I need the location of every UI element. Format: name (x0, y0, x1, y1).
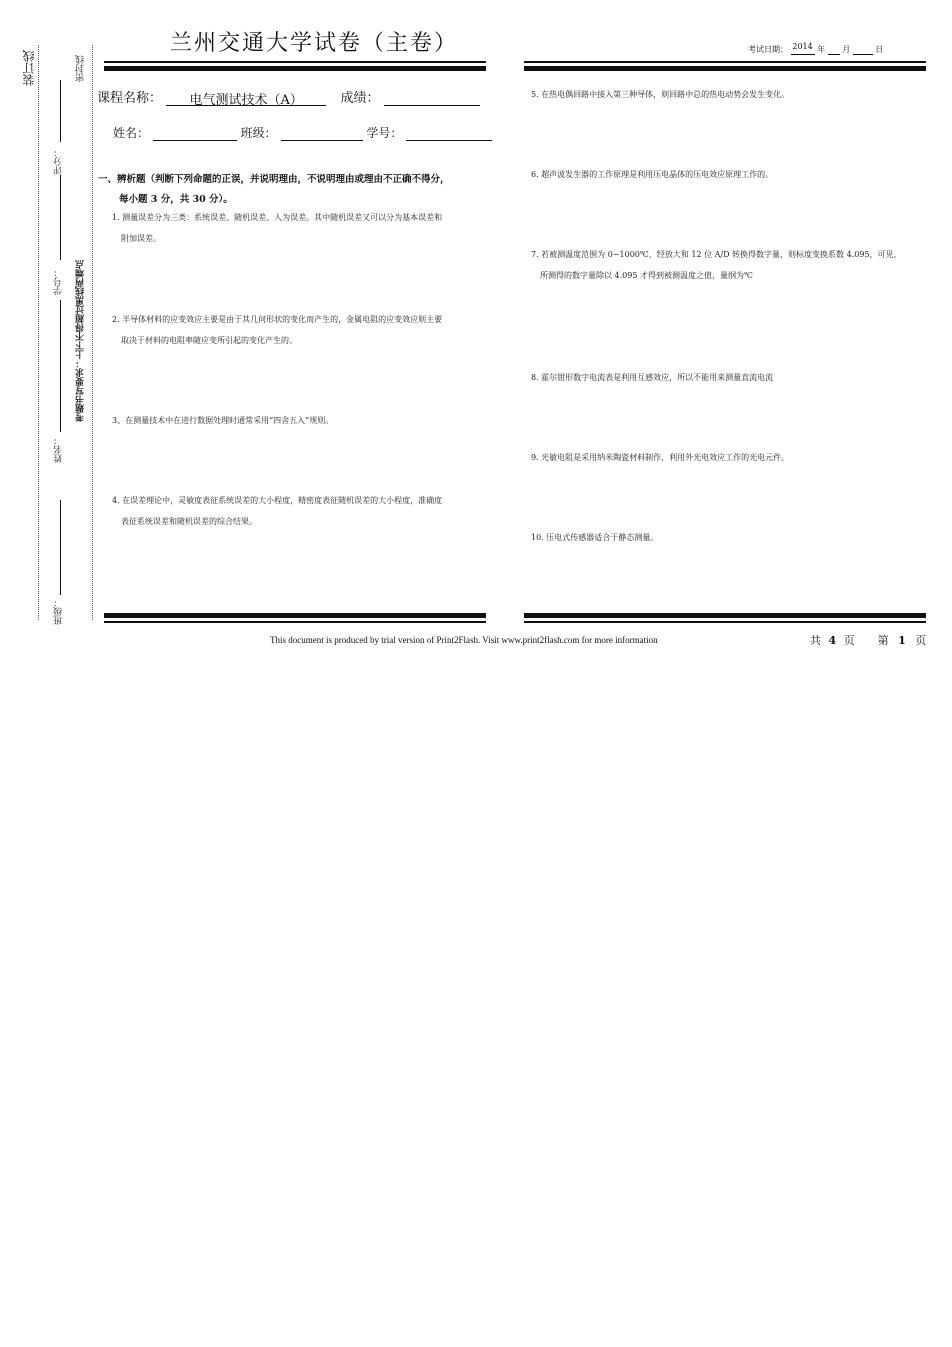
score-label: 评分： (54, 148, 64, 175)
right-bottom-rule-1 (524, 613, 926, 618)
course-row (97, 87, 480, 106)
name-side-label: 姓名： (54, 436, 64, 463)
exam-month-field (828, 42, 840, 55)
question-5 (531, 84, 931, 105)
course-label: 课程名称： (97, 91, 163, 106)
class-field[interactable] (281, 128, 363, 141)
page-counter (810, 632, 926, 648)
right-top-rule-1 (524, 61, 926, 63)
exam-year: 2014 (792, 42, 813, 51)
question-1-line-1: 1. 测量误差分为三类：系统误差、随机误差、人为误差。其中随机误差又可以分为基本误差和 (112, 213, 443, 222)
student-info-row (113, 124, 492, 141)
section-line-1: 一、辨析题（判断下列命题的正误，并说明理由，不说明理由或理由不正确不得分， (98, 174, 450, 185)
page-unit-2: 页 (915, 634, 927, 647)
exam-date (748, 42, 883, 55)
question-4 (112, 490, 490, 532)
year-char: 年 (817, 45, 826, 54)
question-3 (112, 410, 490, 431)
grade-field[interactable] (384, 89, 480, 106)
total-label: 共 (810, 634, 821, 647)
question-4-line-1: 4. 在误差理论中，灵敏度表征系统误差的大小程度，精密度表征随机误差的大小程度，准确度 (112, 496, 443, 505)
page-title: 兰州交通大学试卷（主卷） (170, 31, 459, 56)
id-field[interactable] (406, 128, 492, 141)
student-id-label: 学号： (54, 268, 64, 295)
question-6-line-1: 6. 超声波发生器的工作原理是利用压电晶体的压电效应原理工作的。 (531, 170, 774, 179)
class-label: 班级： (240, 126, 277, 140)
secret-dotted-line (92, 45, 93, 620)
right-top-rule-2 (524, 66, 926, 71)
question-3-line-1: 3、在测量技术中在进行数据处理时通常采用“四舍五入”规则。 (112, 416, 334, 425)
grade-label: 成绩： (340, 91, 380, 106)
question-2-line-1: 2. 半导体材料的应变效应主要是由于其几何形状的变化而产生的，金属电阻的应变效应则主要 (112, 315, 443, 324)
question-7-line-2: 所测得的数字量除以 4.095 才得到被测温度之值，量纲为℃ (540, 271, 753, 280)
id-label: 学号： (366, 126, 403, 140)
question-2 (112, 309, 490, 351)
course-name-field (166, 89, 326, 106)
score-line (60, 80, 61, 142)
question-7-line-1: 7. 若被测温度范围为 0~1000℃，经放大和 12 位 A/D 转换得数字量，则标度变换系数 4.095，可见， (531, 250, 902, 259)
question-10 (531, 527, 931, 548)
class-line (60, 500, 61, 595)
month-char: 月 (842, 45, 851, 54)
question-8 (531, 367, 931, 388)
page-unit: 页 (843, 634, 855, 647)
name-label: 姓名： (113, 126, 150, 140)
question-6 (531, 164, 931, 185)
question-8-line-1: 8. 霍尔钳形数字电流表是利用互感效应，所以不能用来测量直流电流 (531, 373, 774, 382)
exam-notice: 考题书写要求：上下不得超过黑线两端点 (76, 260, 86, 422)
left-top-rule-2 (104, 66, 486, 71)
student-id-line (60, 300, 61, 432)
exam-date-label: 考试日期： (748, 45, 788, 54)
binding-line-label: 装订线 (22, 50, 36, 86)
left-top-rule-1 (104, 61, 486, 63)
course-name: 电气测试技术（A） (189, 93, 303, 108)
exam-day-field (853, 42, 873, 55)
question-4-line-2: 表征系统误差和随机误差的综合结果。 (121, 517, 257, 526)
question-2-line-2: 取决于材料的电阻率随应变所引起的变化产生的。 (121, 336, 297, 345)
section-heading (98, 170, 488, 210)
page-label: 第 (877, 634, 889, 647)
exam-year-field (791, 42, 815, 55)
question-9-line-1: 9. 光敏电阻是采用纳米陶瓷材料制作，利用外光电效应工作的光电元件。 (531, 453, 790, 462)
day-char: 日 (875, 45, 884, 54)
question-1-line-2: 附加误差。 (121, 234, 161, 243)
secret-line-label: 密封线 (76, 55, 86, 82)
question-1 (112, 207, 490, 249)
total-pages: 4 (828, 634, 837, 647)
name-field[interactable] (153, 128, 237, 141)
left-bottom-rule-1 (104, 613, 486, 618)
question-10-line-1: 10. 压电式传感器适合于静态测量。 (531, 533, 659, 542)
right-bottom-rule-2 (524, 621, 926, 623)
question-5-line-1: 5. 在热电偶回路中接入第三种导体，则回路中总的热电动势会发生变化。 (531, 90, 790, 99)
binding-dotted-line (38, 45, 39, 620)
section-line-2: 每小题 3 分，共 30 分）。 (119, 194, 233, 205)
question-9 (531, 447, 931, 468)
page-number: 1 (898, 634, 906, 647)
trial-notice: This document is produced by trial version of Print2Flash. Visit www.print2flash.com for more information (270, 635, 658, 645)
question-7 (531, 244, 931, 286)
left-bottom-rule-2 (104, 621, 486, 623)
score-line-2 (60, 175, 61, 260)
class-side-label: 班级： (54, 598, 64, 625)
